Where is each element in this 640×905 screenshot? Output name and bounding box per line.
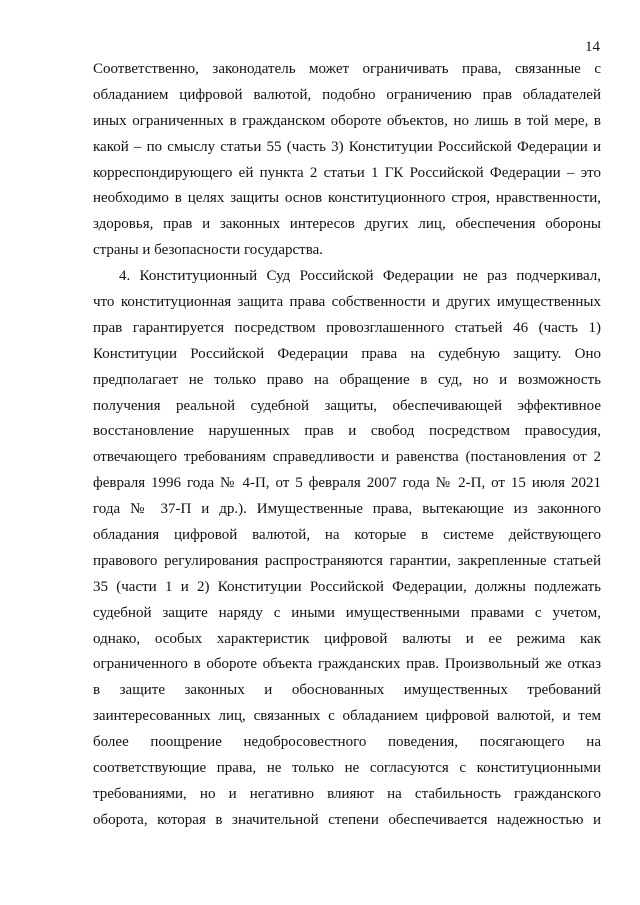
text-line: заинтересованных лиц, связанных с обладанием цифровой валютой, и тем [93,708,601,725]
text-line: прав гарантируется посредством провозглашенного статьей 46 (часть 1) [93,319,601,336]
text-line: иных ограниченных в гражданском обороте объектов, но лишь в той мере, в [93,112,601,129]
paragraph-start-line: 4. Конституционный Суд Российской Федерации не раз подчеркивал, [119,268,601,285]
text-line: Конституции Российской Федерации права на судебную защиту. Оно [93,345,601,362]
text-line: какой – по смыслу статьи 55 (часть 3) Конституции Российской Федерации и [93,138,601,155]
text-line: более поощрение недобросовестного поведения, посягающего на [93,734,601,751]
text-line: в защите законных и обоснованных имущественных требований [93,682,601,699]
text-line: требованиями, но и негативно влияют на стабильность гражданского [93,785,601,802]
text-line: отвечающего требованиям справедливости и равенства (постановления от 2 [93,449,601,466]
text-line: необходимо в целях защиты основ конституционного строя, нравственности, [93,190,601,207]
text-line: февраля 1996 года № 4-П, от 5 февраля 2007 года № 2-П, от 15 июля 2021 [93,475,601,492]
text-line: восстановление нарушенных прав и свобод посредством правосудия, [93,423,601,440]
text-line: 35 (части 1 и 2) Конституции Российской Федерации, должны подлежать [93,578,601,595]
text-line: оборота, которая в значительной степени обеспечивается надежностью и [93,811,601,828]
text-line: судебной защите наряду с иными имущественными правами с учетом, [93,604,601,621]
text-line: корреспондирующего ей пункта 2 статьи 1 ГК Российской Федерации – это [93,164,601,181]
text-line: получения реальной судебной защиты, обеспечивающей эффективное [93,397,601,414]
body-text [93,57,601,834]
text-line: правового регулирования распространяются гарантии, закрепленные статьей [93,552,601,569]
text-line: обладанием цифровой валютой, подобно ограничению прав обладателей [93,86,601,103]
text-line: Соответственно, законодатель может ограничивать права, связанные с [93,61,601,77]
text-line: года № 37-П и др.). Имущественные права, вытекающие из законного [93,501,601,518]
text-line: предполагает не только право на обращение в суд, но и возможность [93,371,601,388]
text-line: здоровья, прав и законных интересов других лиц, обеспечения обороны [93,216,601,233]
text-line: страны и безопасности государства. [93,242,323,259]
text-line: однако, особых характеристик цифровой валюты и ее режима как [93,630,601,647]
page-number: 14 [585,39,600,55]
text-line: что конституционная защита права собственности и других имущественных [93,294,601,311]
text-line: соответствующие права, не только не согласуются с конституционными [93,760,601,777]
text-line: ограниченного в обороте объекта гражданских прав. Произвольный же отказ [93,656,601,673]
text-line: обладания цифровой валютой, на которые в системе действующего [93,527,601,544]
